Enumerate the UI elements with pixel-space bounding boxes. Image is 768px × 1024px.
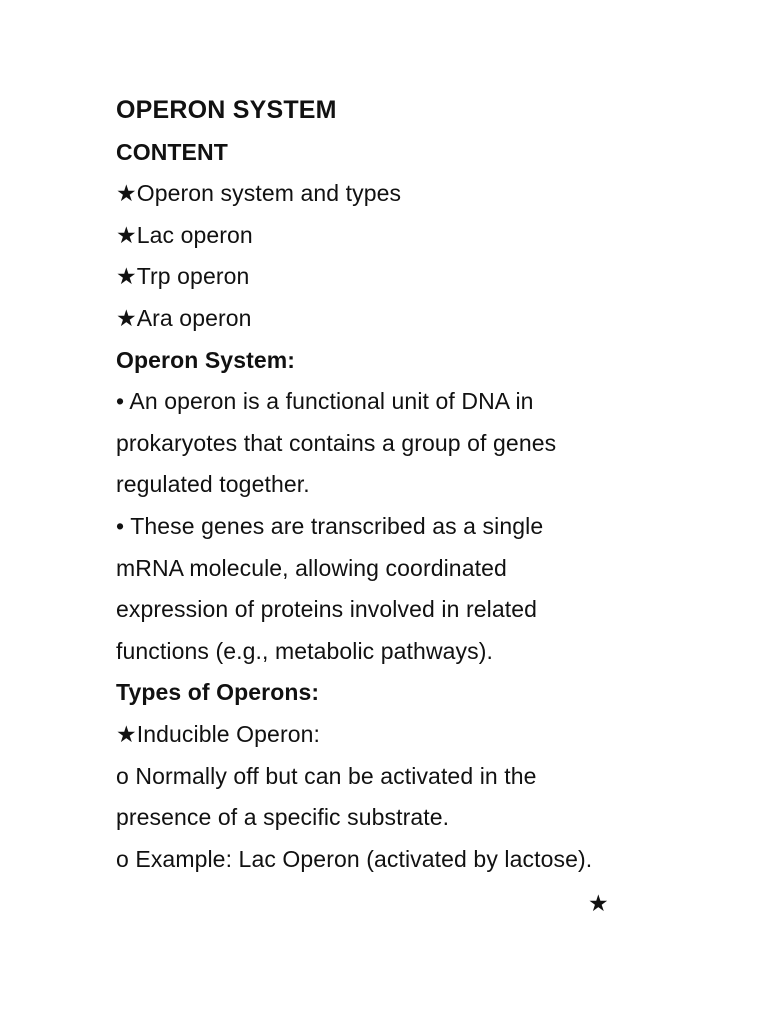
paragraph-line: mRNA molecule, allowing coordinated (116, 554, 507, 581)
star-icon: ★ (588, 890, 609, 916)
document-page (116, 90, 676, 880)
paragraph-line: • An operon is a functional unit of DNA in (116, 388, 534, 415)
paragraph-line: o Normally off but can be activated in the (116, 762, 537, 789)
content-heading: CONTENT (116, 138, 228, 165)
content-item-trp-operon: ★Trp operon (116, 263, 250, 290)
paragraph-line: expression of proteins involved in related (116, 596, 537, 623)
paragraph-line: • These genes are transcribed as a single (116, 512, 544, 539)
paragraph-line: prokaryotes that contains a group of genes (116, 429, 557, 456)
section-heading-operon-system: Operon System: (116, 346, 296, 373)
content-item-ara-operon: ★Ara operon (116, 304, 252, 331)
list-item-inducible-operon: ★Inducible Operon: (116, 720, 320, 747)
section-heading-types-of-operons: Types of Operons: (116, 679, 320, 706)
paragraph-line: functions (e.g., metabolic pathways). (116, 637, 493, 664)
paragraph-line: regulated together. (116, 471, 310, 498)
paragraph-line: presence of a specific substrate. (116, 804, 450, 831)
page-title: OPERON SYSTEM (116, 96, 337, 124)
content-item-lac-operon: ★Lac operon (116, 221, 253, 248)
paragraph-line: o Example: Lac Operon (activated by lactose). (116, 845, 593, 872)
content-item-operon-system: ★Operon system and types (116, 180, 402, 207)
